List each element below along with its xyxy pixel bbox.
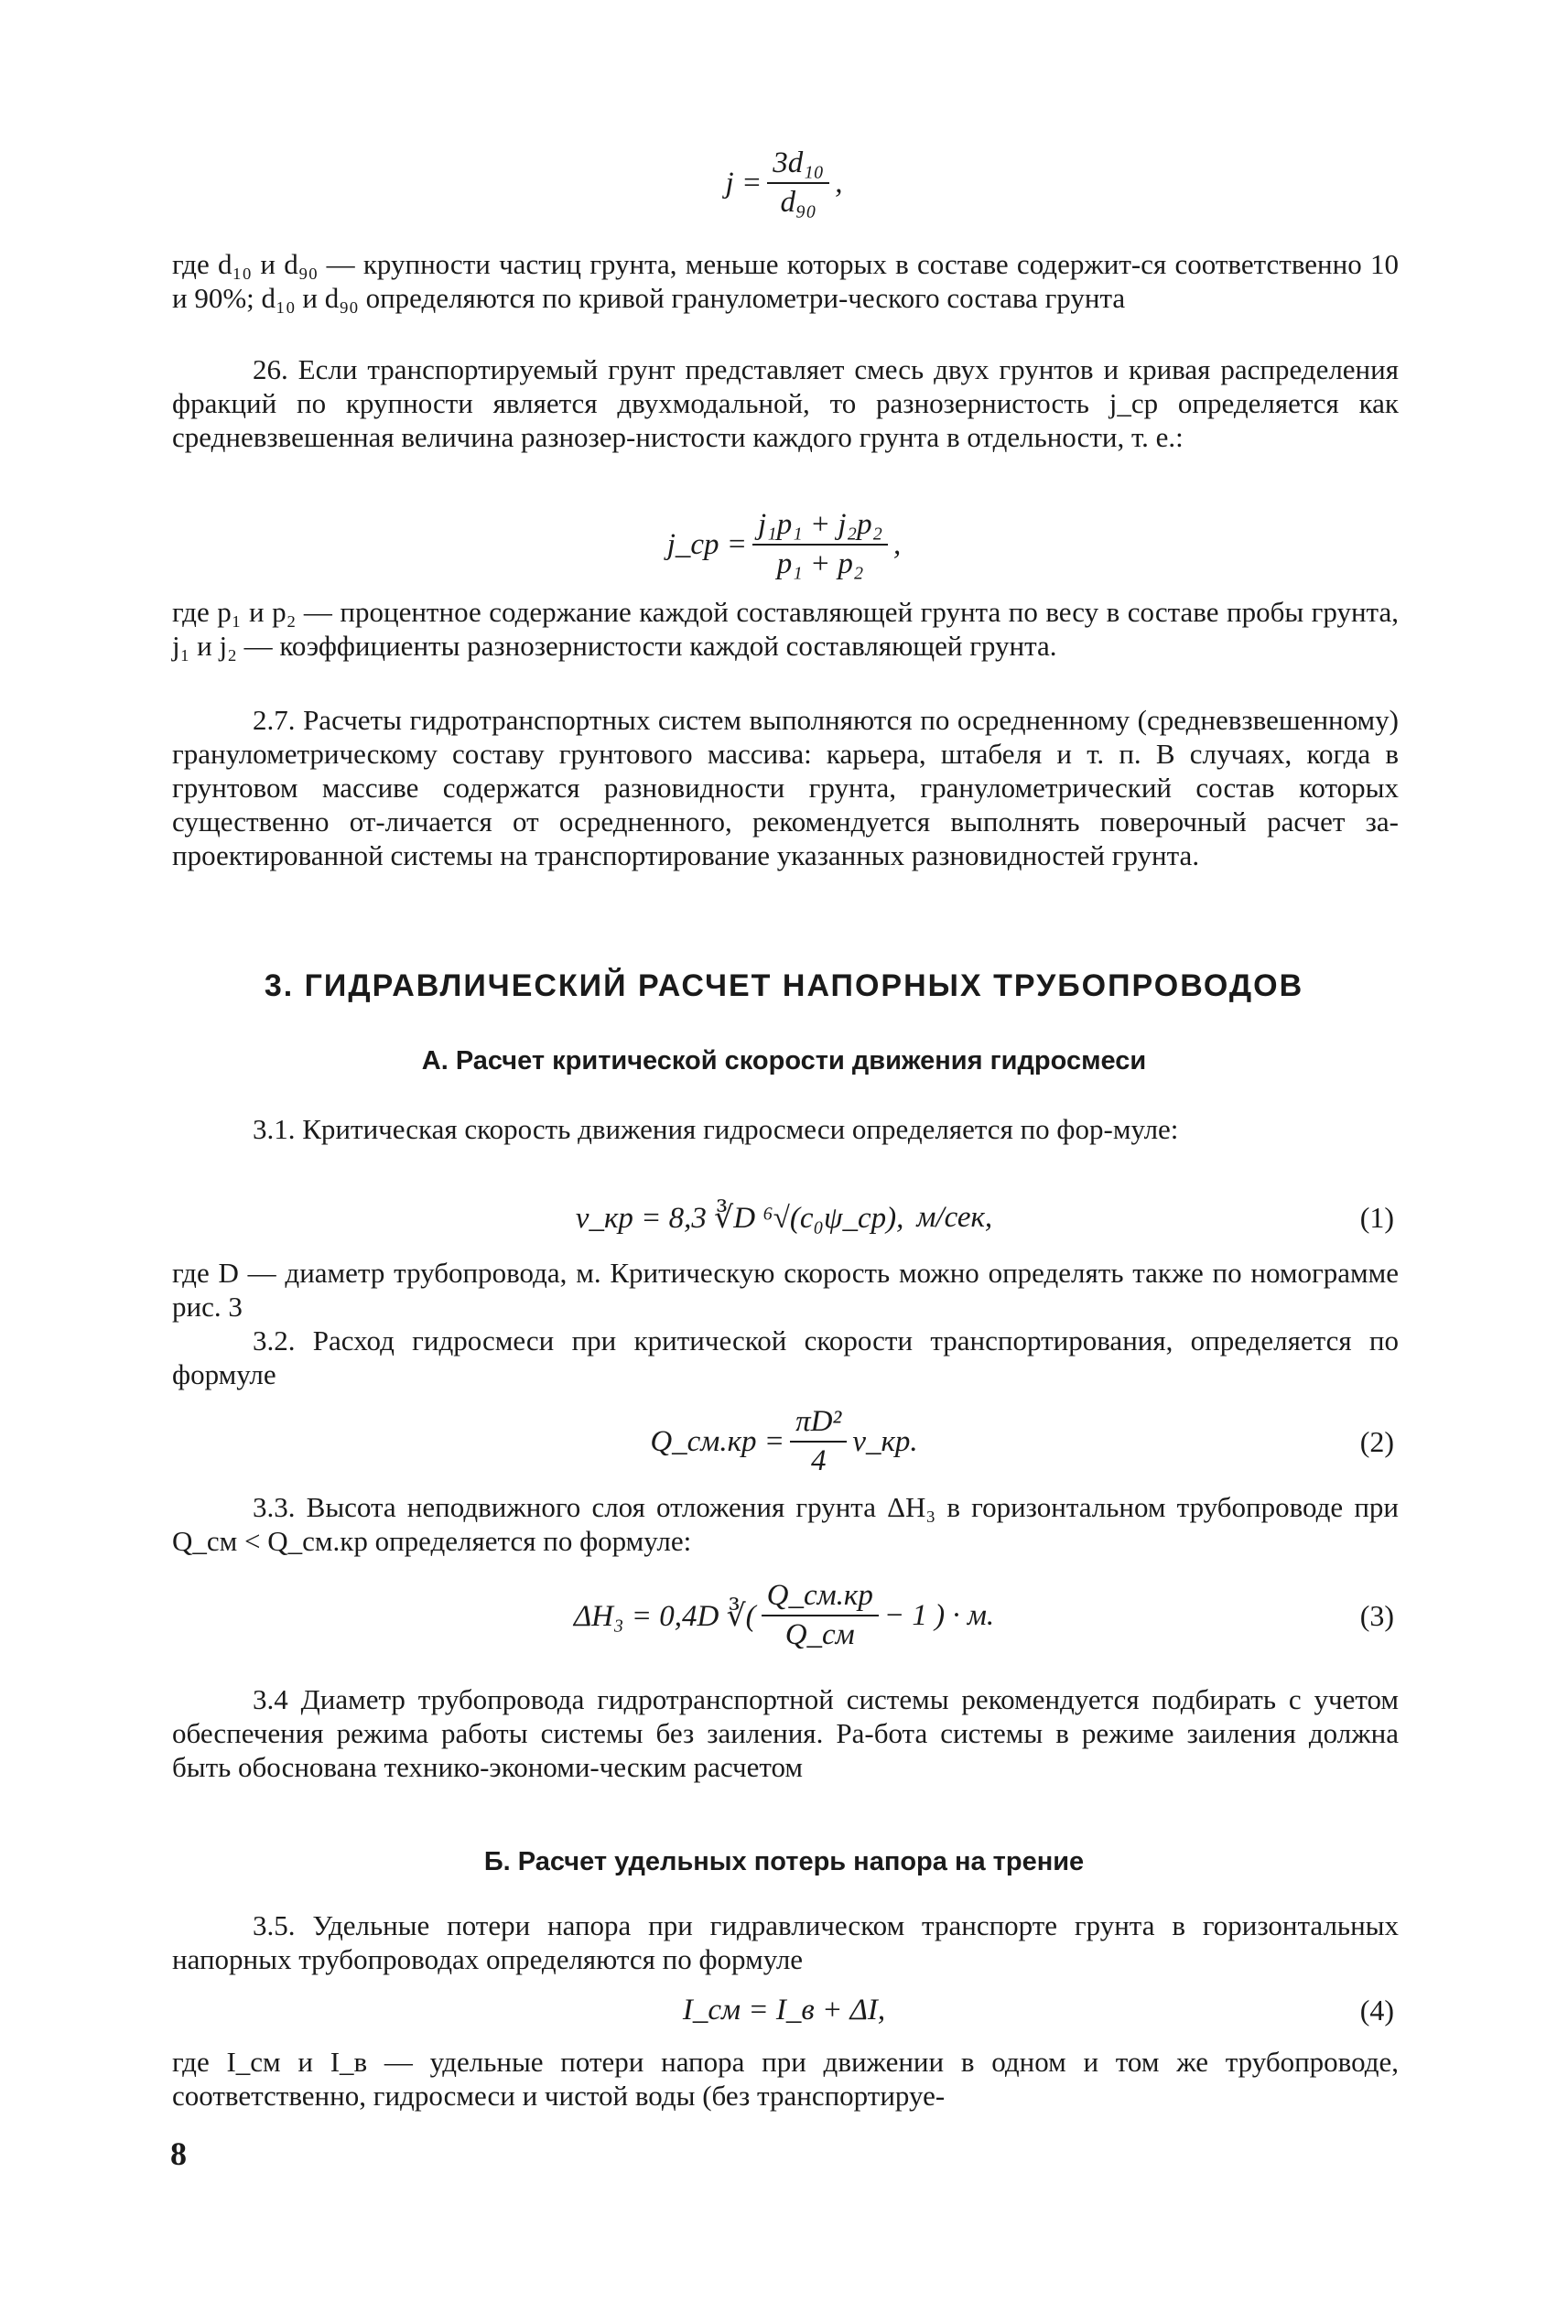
formula-j-lhs: j = <box>725 166 762 200</box>
formula-jcp <box>0 494 1568 595</box>
formula-3-lhs: ΔH₃ = 0,4D ∛( <box>573 1600 756 1633</box>
paragraph-p1-p2: где p₁ и p₂ — процентное содержание каждой составляющей грунта по весу в составе пробы грунта, j₁ и j₂ — коэффициенты разнозернистости каждой составляющей грунта. <box>172 596 1399 662</box>
formula-j-tail: , <box>835 166 843 200</box>
paragraph-3-5: 3.5. Удельные потери напора при гидравлическом транспорте грунта в горизонтальных напорных трубопроводах определяются по формуле <box>172 1909 1399 1975</box>
formula-4-body: I_см = I_в + ΔI, <box>682 1993 886 2027</box>
paragraph-icm-iv: где I_см и I_в — удельные потери напора при движении в одном и том же трубопроводе, соответственно, гидросмеси и чистой воды (без транспортируе- <box>172 2046 1399 2112</box>
equation-number-4: (4) <box>1359 1993 1394 2027</box>
formula-jcp-denominator: p₁ + p₂ <box>776 547 864 580</box>
subheading-b: Б. Расчет удельных потерь напора на трение <box>483 1847 1085 1876</box>
formula-jcp-lhs: j_ср = <box>666 527 748 561</box>
paragraph-2-6: 26. Если транспортируемый грунт представляет смесь двух грунтов и кривая распределения фракций по крупности является двухмодальной, то разнозернистость j_ср определяется как средневзвешенная величина разнозер-нистости каждого грунта в отдельности, т. е.: <box>172 353 1399 453</box>
paragraph-grain-sizes: где d₁₀ и d₉₀ — крупности частиц грунта, меньше которых в составе содержит-ся соответственно 10 и 90%; d₁₀ и d₉₀ определяются по кривой гранулометри-ческого состава грунта <box>172 248 1399 314</box>
formula-3 <box>0 1565 1568 1666</box>
formula-3-numerator: Q_см.кр <box>762 1579 879 1616</box>
formula-j-numerator: 3d₁₀ <box>767 146 829 184</box>
paragraph-3-1: 3.1. Критическая скорость движения гидросмеси определяется по фор-муле: <box>253 1113 1179 1145</box>
formula-2-tail: v_кр. <box>852 1424 918 1458</box>
formula-j <box>0 128 1568 238</box>
formula-j-fraction <box>767 146 829 220</box>
formula-jcp-tail: , <box>893 527 902 561</box>
equation-number-1: (1) <box>1359 1200 1394 1234</box>
formula-1 <box>0 1190 1568 1245</box>
formula-2-fraction <box>790 1405 847 1478</box>
formula-3-fraction <box>762 1579 879 1652</box>
formula-3-tail: − 1 ) · м. <box>883 1598 995 1632</box>
formula-2 <box>0 1391 1568 1492</box>
paragraph-3-2: 3.2. Расход гидросмеси при критической скорости транспортирования, определяется по формуле <box>172 1324 1399 1390</box>
formula-1-unit: м/сек, <box>916 1200 993 1234</box>
formula-2-denominator: 4 <box>810 1444 827 1477</box>
formula-3-denominator: Q_см <box>784 1618 855 1651</box>
paragraph-3-3: 3.3. Высота неподвижного слоя отложения грунта ΔH₃ в горизонтальном трубопроводе при Q_см < Q_см.кр определяется по формуле: <box>172 1491 1399 1557</box>
formula-j-denominator: d₉₀ <box>780 186 816 219</box>
formula-jcp-fraction <box>752 508 888 581</box>
equation-number-3: (3) <box>1359 1598 1394 1632</box>
paragraph-3-4: 3.4 Диаметр трубопровода гидротранспортной системы рекомендуется подбирать с учетом обеспечения режима работы системы без заиления. Ра-бота системы в режиме заиления должна быть обоснована технико-экономи-ческим расчетом <box>172 1683 1399 1783</box>
formula-2-numerator: πD² <box>790 1405 847 1443</box>
formula-jcp-numerator: j₁p₁ + j₂p₂ <box>752 508 888 546</box>
page-number: 8 <box>170 2135 187 2172</box>
section-heading-3: 3. ГИДРАВЛИЧЕСКИЙ РАСЧЕТ НАПОРНЫХ ТРУБОПРОВОДОВ <box>264 968 1304 1003</box>
subheading-a: А. Расчет критической скорости движения гидросмеси <box>421 1046 1147 1076</box>
formula-2-lhs: Q_см.кр = <box>650 1424 785 1458</box>
paragraph-diameter: где D — диаметр трубопровода, м. Критическую скорость можно определять также по номограмме рис. 3 <box>172 1257 1399 1323</box>
formula-1-body: v_кр = 8,3 ∛D ⁶√(c₀ψ_ср), <box>575 1202 904 1235</box>
equation-number-2: (2) <box>1359 1424 1394 1458</box>
formula-4 <box>0 1984 1568 2036</box>
paragraph-2-7: 2.7. Расчеты гидротранспортных систем выполняются по осредненному (средневзвешенному) гранулометрическому составу грунтового массива: карьера, штабеля и т. п. В случаях, когда в грунтовом массиве содержатся разновидности грунта, гранулометрический состав которых существенно от-личается от осредненного, рекомендуется выполнять поверочный расчет за-проектированной системы на транспортирование указанных разновидностей грунта. <box>172 704 1399 871</box>
